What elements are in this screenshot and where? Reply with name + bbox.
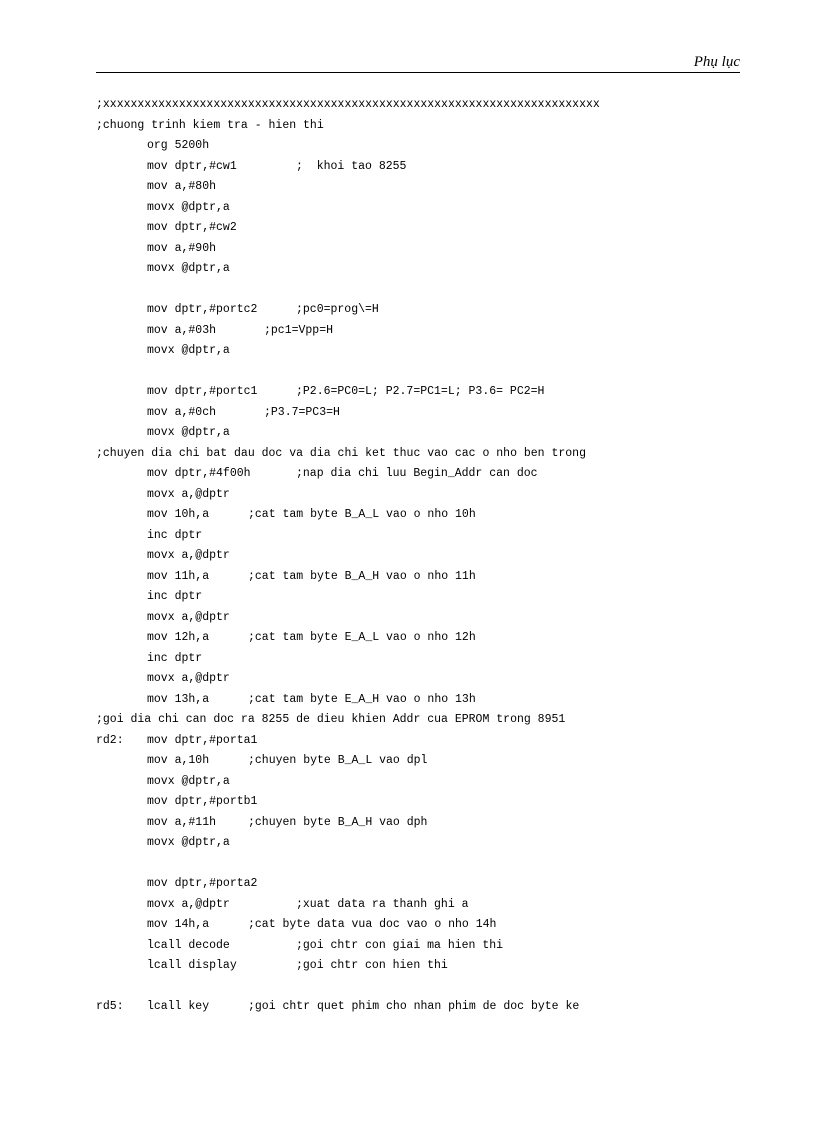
code-instruction: movx a,@dptr bbox=[147, 897, 230, 911]
code-line bbox=[0, 628, 816, 649]
code-line bbox=[0, 751, 816, 772]
code-line bbox=[0, 423, 816, 444]
code-line bbox=[0, 690, 816, 711]
code-instruction: mov 10h,a bbox=[147, 508, 210, 521]
code-line bbox=[0, 444, 816, 465]
code-line bbox=[0, 95, 816, 116]
code-instruction: mov dptr,#cw2 bbox=[147, 221, 237, 234]
code-line bbox=[0, 177, 816, 198]
code-line bbox=[0, 792, 816, 813]
code-line bbox=[0, 300, 816, 321]
code-comment: ;cat tam byte B_A_H vao o nho 11h bbox=[248, 569, 476, 583]
code-instruction: mov dptr,#cw1 bbox=[147, 159, 237, 173]
code-comment: ;xuat data ra thanh ghi a bbox=[296, 897, 469, 911]
code-label: rd2: bbox=[96, 733, 124, 747]
code-instruction: mov 12h,a bbox=[147, 631, 210, 644]
code-instruction: inc dptr bbox=[147, 651, 203, 665]
code-instruction: ;chuong trinh kiem tra - hien thi bbox=[96, 118, 324, 132]
code-line bbox=[0, 259, 816, 280]
code-instruction: movx a,@dptr bbox=[147, 610, 230, 624]
code-line bbox=[0, 218, 816, 239]
code-comment: ;goi chtr quet phim cho nhan phim de doc byte ke bbox=[248, 1000, 580, 1013]
code-line bbox=[0, 239, 816, 260]
code-comment: ; khoi tao 8255 bbox=[296, 159, 407, 173]
code-instruction: org 5200h bbox=[147, 139, 210, 152]
code-instruction: movx @dptr,a bbox=[147, 426, 230, 439]
code-instruction: mov 14h,a bbox=[147, 918, 210, 931]
code-line bbox=[0, 956, 816, 977]
code-instruction: mov dptr,#porta1 bbox=[147, 733, 258, 747]
code-instruction: mov dptr,#portb1 bbox=[147, 795, 258, 808]
code-instruction: mov a,#11h bbox=[147, 815, 217, 829]
code-comment: ;chuyen byte B_A_H vao dph bbox=[248, 815, 428, 829]
code-instruction: mov dptr,#portc2 bbox=[147, 303, 258, 316]
code-instruction: movx @dptr,a bbox=[147, 774, 230, 788]
code-instruction: movx a,@dptr bbox=[147, 549, 230, 562]
code-line bbox=[0, 321, 816, 342]
code-instruction: movx @dptr,a bbox=[147, 200, 230, 214]
code-instruction: inc dptr bbox=[147, 590, 203, 603]
code-line bbox=[0, 977, 816, 998]
code-line bbox=[0, 382, 816, 403]
code-instruction: ;chuyen dia chi bat dau doc va dia chi ket thuc vao cac o nho ben trong bbox=[96, 446, 586, 460]
code-instruction: mov a,#80h bbox=[147, 180, 217, 193]
code-instruction: mov 11h,a bbox=[147, 569, 210, 583]
code-instruction: mov a,#0ch bbox=[147, 405, 217, 419]
code-line bbox=[0, 526, 816, 547]
code-instruction: lcall decode bbox=[147, 938, 230, 952]
code-line bbox=[0, 608, 816, 629]
code-line bbox=[0, 362, 816, 383]
code-line bbox=[0, 997, 816, 1018]
code-instruction: movx @dptr,a bbox=[147, 836, 230, 849]
code-comment: ;pc1=Vpp=H bbox=[264, 323, 334, 337]
code-line bbox=[0, 854, 816, 875]
code-comment: ;goi chtr con hien thi bbox=[296, 959, 448, 972]
code-instruction: mov dptr,#porta2 bbox=[147, 877, 258, 890]
code-comment: ;P3.7=PC3=H bbox=[264, 405, 340, 419]
code-instruction: mov 13h,a bbox=[147, 692, 210, 706]
code-line bbox=[0, 136, 816, 157]
code-line bbox=[0, 915, 816, 936]
code-line bbox=[0, 772, 816, 793]
code-comment: ;cat tam byte E_A_H vao o nho 13h bbox=[248, 692, 476, 706]
code-instruction: ;goi dia chi can doc ra 8255 de dieu khien Addr cua EPROM trong 8951 bbox=[96, 713, 566, 726]
code-label: rd5: bbox=[96, 1000, 124, 1013]
code-comment: ;P2.6=PC0=L; P2.7=PC1=L; P3.6= PC2=H bbox=[296, 385, 545, 398]
code-line bbox=[0, 567, 816, 588]
code-instruction: mov a,#90h bbox=[147, 241, 217, 255]
code-line bbox=[0, 464, 816, 485]
code-comment: ;cat byte data vua doc vao o nho 14h bbox=[248, 918, 497, 931]
code-comment: ;pc0=prog\=H bbox=[296, 303, 379, 316]
code-instruction: mov a,#03h bbox=[147, 323, 217, 337]
code-instruction: movx a,@dptr bbox=[147, 672, 230, 685]
code-line bbox=[0, 157, 816, 178]
code-line bbox=[0, 198, 816, 219]
code-line bbox=[0, 587, 816, 608]
code-line bbox=[0, 710, 816, 731]
code-line bbox=[0, 874, 816, 895]
code-comment: ;goi chtr con giai ma hien thi bbox=[296, 938, 504, 952]
header-divider bbox=[96, 72, 740, 73]
code-comment: ;cat tam byte E_A_L vao o nho 12h bbox=[248, 631, 476, 644]
code-line bbox=[0, 341, 816, 362]
code-comment: ;chuyen byte B_A_L vao dpl bbox=[248, 754, 428, 767]
code-instruction: mov a,10h bbox=[147, 754, 210, 767]
code-instruction: mov dptr,#4f00h bbox=[147, 467, 251, 480]
code-line bbox=[0, 833, 816, 854]
code-comment: ;cat tam byte B_A_L vao o nho 10h bbox=[248, 508, 476, 521]
code-line bbox=[0, 649, 816, 670]
code-line bbox=[0, 731, 816, 752]
code-line bbox=[0, 669, 816, 690]
code-line bbox=[0, 936, 816, 957]
code-instruction: movx a,@dptr bbox=[147, 487, 230, 501]
code-instruction: movx @dptr,a bbox=[147, 262, 230, 275]
code-comment: ;nap dia chi luu Begin_Addr can doc bbox=[296, 467, 538, 480]
code-line bbox=[0, 403, 816, 424]
code-instruction: lcall display bbox=[147, 959, 237, 972]
code-line bbox=[0, 485, 816, 506]
code-instruction: mov dptr,#portc1 bbox=[147, 385, 258, 398]
code-line bbox=[0, 546, 816, 567]
code-line bbox=[0, 280, 816, 301]
code-listing bbox=[0, 95, 816, 1018]
code-line bbox=[0, 813, 816, 834]
code-instruction: ;xxxxxxxxxxxxxxxxxxxxxxxxxxxxxxxxxxxxxxxxxxxxxxxxxxxxxxxxxxxxxxxxxxxxxxxx bbox=[96, 98, 600, 111]
page-header-title: Phụ lục bbox=[693, 54, 740, 70]
code-line bbox=[0, 116, 816, 137]
code-instruction: lcall key bbox=[147, 1000, 210, 1013]
code-instruction: inc dptr bbox=[147, 528, 203, 542]
code-line bbox=[0, 505, 816, 526]
code-instruction: movx @dptr,a bbox=[147, 344, 230, 357]
code-line bbox=[0, 895, 816, 916]
